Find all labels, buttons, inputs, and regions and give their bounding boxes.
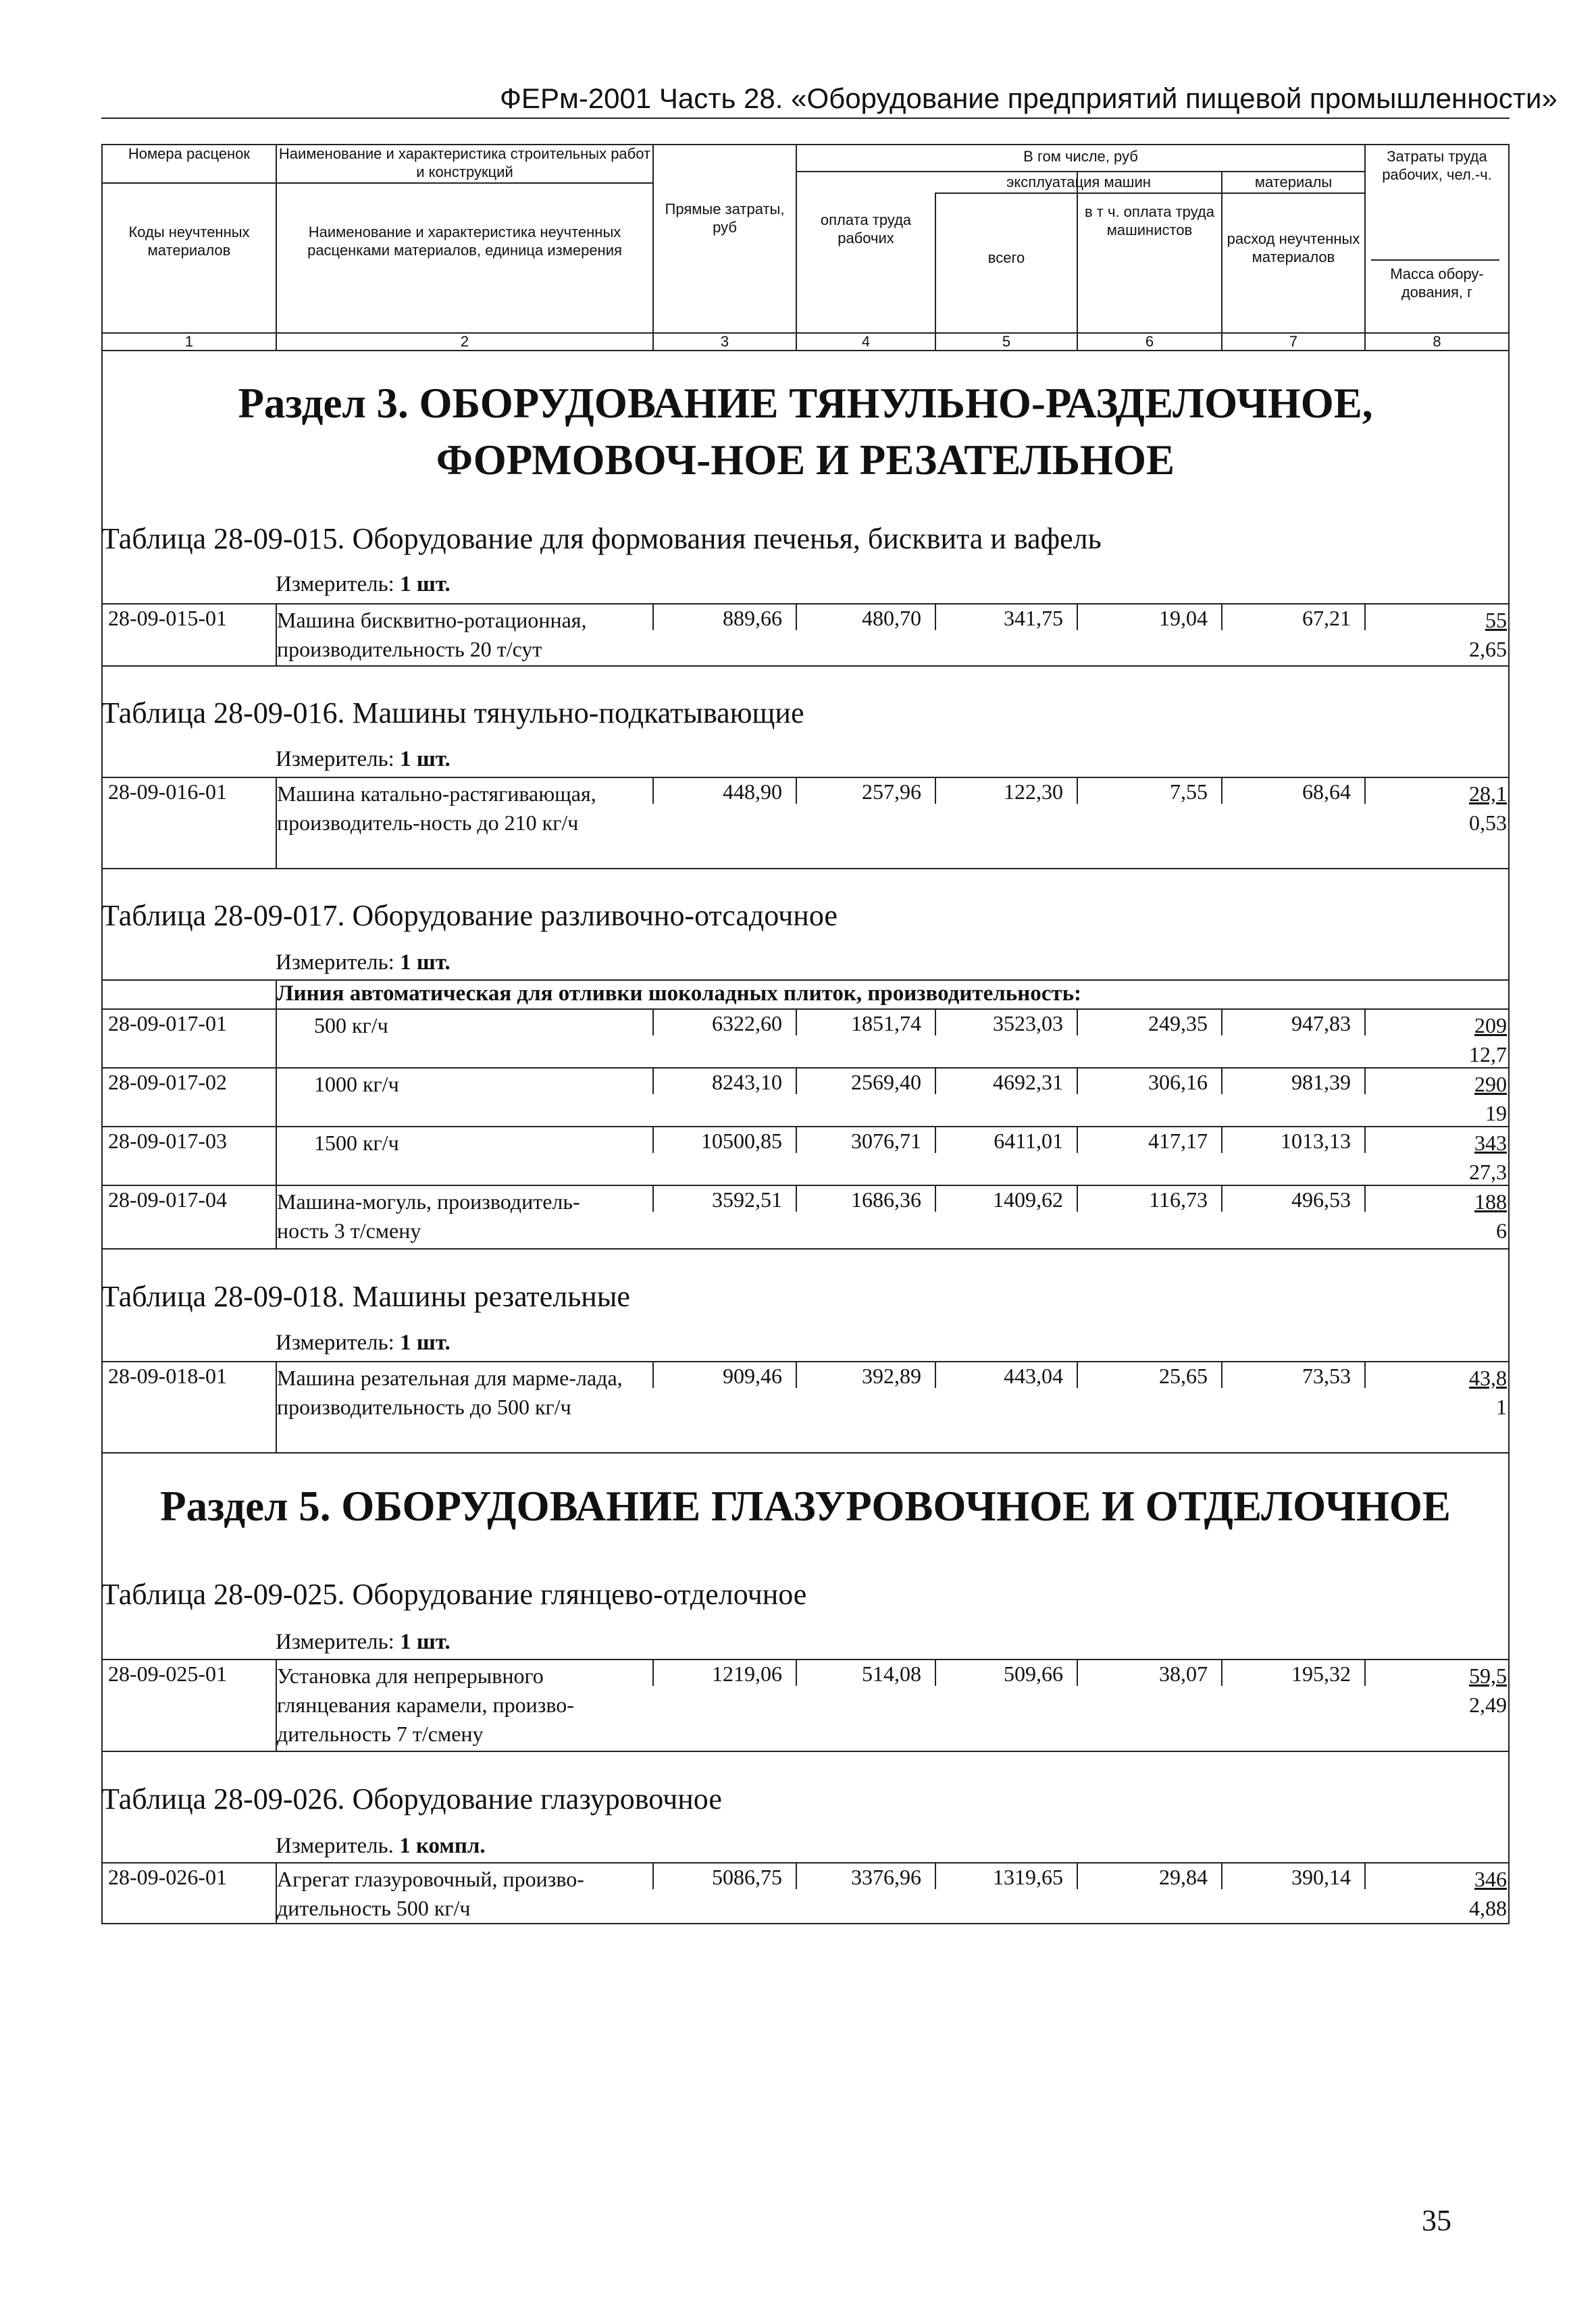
- row-vline: [652, 603, 654, 630]
- row-vline: [1221, 1008, 1222, 1035]
- header-rule: [101, 118, 1510, 119]
- machines-total: 509,66: [1004, 1662, 1063, 1686]
- machines-total: 4692,31: [993, 1070, 1063, 1094]
- meter-value: 1 шт.: [400, 1331, 451, 1355]
- machinist-pay: 116,73: [1149, 1187, 1208, 1212]
- meter-label: Измеритель:: [276, 1331, 394, 1355]
- labor-and-mass: [1469, 1662, 1507, 1720]
- table-015-title: Таблица 28-09-015. Оборудование для формования печенья, бисквита и вафель: [101, 522, 1102, 555]
- rate-name: 500 кг/ч: [314, 1013, 388, 1037]
- row-vline: [935, 1862, 936, 1889]
- materials-cost: 1013,13: [1281, 1129, 1351, 1153]
- row-rule: [101, 1862, 1510, 1863]
- row-vline: [1221, 603, 1222, 630]
- row-vline: [1077, 1126, 1078, 1153]
- section-3-heading: Раздел 3. ОБОРУДОВАНИЕ ТЯНУЛЬНО-РАЗДЕЛОЧНОЕ, ФОРМОВОЧ-НОЕ И РЕЗАТЕЛЬНОЕ: [238, 380, 1373, 484]
- row-vline: [935, 1659, 936, 1686]
- direct-costs: 1219,06: [712, 1662, 782, 1686]
- col-number-5: 5: [1002, 333, 1011, 350]
- materials-cost: 73,53: [1302, 1364, 1351, 1388]
- row-vline: [1221, 1659, 1222, 1686]
- direct-costs: 889,66: [723, 606, 782, 630]
- meter-label: Измеритель:: [276, 572, 394, 596]
- row-vline: [796, 1185, 797, 1212]
- rate-code: 28-09-017-02: [108, 1070, 227, 1094]
- row-vline: [1221, 1126, 1222, 1153]
- row-rule: [101, 1659, 1510, 1660]
- rate-code: 28-09-026-01: [108, 1865, 227, 1889]
- row-rule: [101, 603, 1510, 605]
- row-vline: [1077, 603, 1078, 630]
- materials-cost: 68,64: [1302, 779, 1351, 804]
- row-vline: [1364, 777, 1366, 804]
- meter-value: 1 шт.: [400, 950, 451, 975]
- row-vline: [1364, 1361, 1366, 1388]
- meter-label: Измеритель:: [276, 950, 394, 975]
- col-materials: материалы: [1254, 174, 1333, 190]
- rate-name: Машина резательная для марме-лада, производительность до 500 кг/ч: [277, 1366, 623, 1419]
- hdr-hline: [935, 192, 1364, 194]
- labor-and-mass: [1474, 1070, 1507, 1128]
- machines-total: 341,75: [1004, 606, 1063, 630]
- row-vline: [1077, 1185, 1078, 1212]
- col-number-4: 4: [861, 333, 871, 350]
- line-group-title: Линия автоматическая для отливки шоколадных плиток, производительность:: [277, 981, 1082, 1006]
- equipment-mass: 12,7: [1469, 1042, 1507, 1066]
- meter-label: Измеритель:: [276, 1630, 394, 1654]
- equipment-mass: 19: [1485, 1101, 1507, 1125]
- row-vline: [935, 1126, 936, 1153]
- row-vline: [1077, 1008, 1078, 1035]
- row-vline: [796, 777, 797, 804]
- row-vline: [1077, 1361, 1078, 1388]
- machinist-pay: 38,07: [1159, 1662, 1208, 1686]
- rate-code: 28-09-025-01: [108, 1662, 227, 1686]
- row-vline: [1221, 777, 1222, 804]
- table-026-meter: [276, 1834, 486, 1859]
- labor-hours: 209: [1474, 1013, 1507, 1037]
- materials-cost: 496,53: [1291, 1187, 1351, 1212]
- meter-value: 1 шт.: [400, 1630, 451, 1654]
- rate-name: 1000 кг/ч: [314, 1072, 399, 1096]
- running-header: ФЕРм-2001 Часть 28. «Оборудование предприятий пищевой промышленности»: [500, 82, 1558, 114]
- body-right-border: [1508, 350, 1510, 2084]
- rate-code: 28-09-017-03: [108, 1129, 227, 1153]
- labor-pay: 257,96: [862, 779, 921, 804]
- materials-cost: 390,14: [1291, 1865, 1351, 1889]
- labor-and-mass: [1469, 1865, 1507, 1923]
- labor-pay: 514,08: [862, 1662, 921, 1686]
- direct-costs: 6322,60: [712, 1011, 782, 1035]
- rate-code: 28-09-017-04: [108, 1187, 227, 1212]
- labor-pay: 1851,74: [851, 1011, 921, 1035]
- labor-hours: 28,1: [1469, 781, 1507, 806]
- row-vline: [1364, 1185, 1366, 1212]
- table-015-meter: [276, 572, 451, 597]
- materials-cost: 195,32: [1291, 1662, 1351, 1686]
- rate-name: Машина бисквитно-ротационная, производительность 20 т/сут: [277, 608, 587, 661]
- direct-costs: 10500,85: [701, 1129, 782, 1153]
- row-rule: [101, 777, 1510, 778]
- machinist-pay: 29,84: [1159, 1865, 1208, 1889]
- section-5-heading: Раздел 5. ОБОРУДОВАНИЕ ГЛАЗУРОВОЧНОЕ И ОТДЕЛОЧНОЕ: [160, 1483, 1451, 1530]
- col1-bottom: Коды неучтенных материалов: [128, 224, 250, 259]
- machinist-pay: 417,17: [1148, 1129, 1208, 1153]
- row-vline: [1364, 1126, 1366, 1153]
- col2-top: Наименование и характеристика строительных работ и конструкций: [278, 145, 651, 180]
- row-vline: [935, 603, 936, 630]
- row-vline: [935, 1008, 936, 1035]
- row-vline: [796, 1008, 797, 1035]
- rate-code: 28-09-015-01: [108, 606, 227, 630]
- equipment-mass: 6: [1496, 1218, 1507, 1243]
- labor-and-mass: [1469, 606, 1507, 664]
- row-vline: [652, 1361, 654, 1388]
- labor-and-mass: [1474, 1187, 1507, 1245]
- row-vline: [652, 1185, 654, 1212]
- row-rule: [101, 868, 1510, 869]
- row-rule: [101, 1185, 1510, 1186]
- row-vline: [1077, 1659, 1078, 1686]
- col3-direct-costs: Прямые затраты, руб: [665, 201, 785, 236]
- machines-total: 1319,65: [993, 1865, 1063, 1889]
- row-vline: [935, 777, 936, 804]
- row-rule: [101, 1008, 1510, 1010]
- page-number: 35: [1422, 2204, 1451, 2237]
- row-vline: [1364, 1862, 1366, 1889]
- rate-name: Агрегат глазуровочный, произво-дительность 500 кг/ч: [277, 1867, 584, 1920]
- direct-costs: 8243,10: [712, 1070, 782, 1094]
- labor-hours: 43,8: [1469, 1366, 1507, 1390]
- meter-value: 1 компл.: [399, 1834, 486, 1858]
- row-rule: [101, 1751, 1510, 1752]
- col-number-7: 7: [1289, 333, 1298, 350]
- table-018-meter: [276, 1331, 451, 1356]
- rate-code: 28-09-017-01: [108, 1011, 227, 1035]
- equipment-mass: 27,3: [1469, 1160, 1507, 1184]
- row-rule: [101, 1126, 1510, 1127]
- machinist-pay: 306,16: [1148, 1070, 1208, 1094]
- labor-pay: 480,70: [862, 606, 921, 630]
- labor-pay: 3076,71: [851, 1129, 921, 1153]
- labor-hours: 343: [1474, 1131, 1507, 1155]
- equipment-mass: 2,65: [1469, 637, 1507, 661]
- row-rule: [101, 1361, 1510, 1362]
- row-rule: [101, 1067, 1510, 1069]
- equipment-mass: 1: [1496, 1395, 1507, 1419]
- rate-name: 1500 кг/ч: [314, 1131, 399, 1155]
- row-vline: [796, 1659, 797, 1686]
- direct-costs: 3592,51: [712, 1187, 782, 1212]
- row-vline: [1221, 1361, 1222, 1388]
- direct-costs: 909,46: [723, 1364, 782, 1388]
- table-016-meter: [276, 747, 451, 772]
- row-vline: [1077, 1862, 1078, 1889]
- col7-materials-use: расход неучтенных материалов: [1227, 230, 1360, 265]
- rate-name: Машина катально-растягивающая, производитель-ность до 210 кг/ч: [277, 781, 596, 835]
- row-vline: [1221, 1067, 1222, 1094]
- row-vline: [935, 1067, 936, 1094]
- hdr-hline: [101, 182, 652, 184]
- meter-value: 1 шт.: [400, 572, 451, 596]
- col4-labor-pay: оплата труда рабочих: [820, 211, 912, 247]
- row-vline: [1221, 1862, 1222, 1889]
- rate-name: Машина-могуль, производитель-ность 3 т/смену: [277, 1189, 580, 1243]
- col-number-2: 2: [460, 333, 469, 350]
- col8-labor-hours: Затраты труда рабочих, чел.-ч.: [1382, 148, 1492, 183]
- row-vline: [1077, 1067, 1078, 1094]
- machines-total: 443,04: [1004, 1364, 1063, 1388]
- table-025-title: Таблица 28-09-025. Оборудование глянцево-отделочное: [101, 1578, 807, 1611]
- col2-bottom: Наименование и характеристика неучтенных расценками материалов, единица измерения: [307, 224, 622, 259]
- table-016-title: Таблица 28-09-016. Машины тянульно-подкатывающие: [101, 696, 804, 729]
- machines-total: 3523,03: [993, 1011, 1063, 1035]
- meter-label: Измеритель.: [276, 1834, 394, 1858]
- meter-value: 1 шт.: [400, 747, 451, 771]
- row-vline: [652, 1862, 654, 1889]
- labor-and-mass: [1469, 1129, 1507, 1187]
- table-026-title: Таблица 28-09-026. Оборудование глазуровочное: [101, 1782, 722, 1816]
- hdr-vline: [1077, 171, 1078, 350]
- hdr-vline: [652, 144, 654, 350]
- row-rule: [101, 979, 1510, 981]
- col-machines: эксплуатация машин: [1006, 174, 1151, 190]
- col-including: В гом числе, руб: [1023, 148, 1138, 165]
- rate-name: Установка для непрерывного глянцевания карамели, произво-дительность 7 т/смену: [277, 1664, 574, 1746]
- row-vline: [796, 1361, 797, 1388]
- labor-hours: 188: [1474, 1189, 1507, 1214]
- row-vline: [796, 1126, 797, 1153]
- row-vline: [935, 1361, 936, 1388]
- row-vline: [1364, 1067, 1366, 1094]
- col5-total: всего: [987, 249, 1025, 266]
- hdr-vline: [1508, 144, 1510, 350]
- table-017-meter: [276, 950, 451, 975]
- machines-total: 122,30: [1004, 779, 1063, 804]
- labor-pay: 3376,96: [851, 1865, 921, 1889]
- hdr-vline: [935, 192, 936, 350]
- labor-hours: 55: [1485, 608, 1507, 632]
- machinist-pay: 7,55: [1170, 779, 1208, 804]
- row-vline: [1364, 603, 1366, 630]
- body-left-border: [101, 350, 103, 2084]
- hdr-hline: [1371, 259, 1499, 261]
- rate-code: 28-09-016-01: [108, 779, 227, 804]
- labor-pay: 1686,36: [851, 1187, 921, 1212]
- col-number-6: 6: [1145, 333, 1154, 350]
- direct-costs: 5086,75: [712, 1865, 782, 1889]
- col-number-3: 3: [720, 333, 729, 350]
- equipment-mass: 4,88: [1469, 1896, 1507, 1920]
- machinist-pay: 249,35: [1148, 1011, 1208, 1035]
- row-vline: [1364, 1008, 1366, 1035]
- direct-costs: 448,90: [723, 779, 782, 804]
- labor-hours: 290: [1474, 1072, 1507, 1096]
- row-vline: [652, 1659, 654, 1686]
- table-018-title: Таблица 28-09-018. Машины резательные: [101, 1280, 630, 1313]
- materials-cost: 67,21: [1302, 606, 1351, 630]
- labor-and-mass: [1469, 779, 1507, 838]
- col1-top: Номера расценок: [128, 145, 251, 162]
- row-rule: [101, 1248, 1510, 1250]
- col-number-1: 1: [184, 333, 194, 350]
- equipment-mass: 2,49: [1469, 1693, 1507, 1717]
- machinist-pay: 25,65: [1159, 1364, 1208, 1388]
- col6-machinist-pay: в т ч. оплата труда машинистов: [1085, 203, 1214, 238]
- row-rule: [101, 1452, 1510, 1454]
- page-margin-mask: [100, 1924, 1512, 2100]
- equipment-mass: 0,53: [1469, 811, 1507, 835]
- table-017-title: Таблица 28-09-017. Оборудование разливочно-отсадочное: [101, 899, 838, 932]
- machinist-pay: 19,04: [1159, 606, 1208, 630]
- row-vline: [796, 1067, 797, 1094]
- materials-cost: 947,83: [1291, 1011, 1351, 1035]
- labor-and-mass: [1469, 1011, 1507, 1069]
- row-vline: [796, 603, 797, 630]
- row-rule: [101, 665, 1510, 667]
- row-vline: [1364, 1659, 1366, 1686]
- meter-label: Измеритель:: [276, 747, 394, 771]
- labor-pay: 392,89: [862, 1364, 921, 1388]
- col8-mass: Масса обору-дования, г: [1390, 265, 1484, 301]
- rate-code: 28-09-018-01: [108, 1364, 227, 1388]
- row-vline: [1221, 1185, 1222, 1212]
- row-vline: [935, 1185, 936, 1212]
- row-vline: [652, 777, 654, 804]
- table-025-meter: [276, 1630, 451, 1655]
- materials-cost: 981,39: [1291, 1070, 1351, 1094]
- row-vline: [796, 1862, 797, 1889]
- col-number-8: 8: [1433, 333, 1441, 350]
- hdr-hline: [796, 171, 1364, 172]
- labor-hours: 59,5: [1469, 1664, 1507, 1688]
- row-vline: [1077, 777, 1078, 804]
- labor-and-mass: [1469, 1364, 1507, 1422]
- labor-hours: 346: [1474, 1867, 1507, 1891]
- machines-total: 1409,62: [993, 1187, 1063, 1212]
- labor-pay: 2569,40: [851, 1070, 921, 1094]
- machines-total: 6411,01: [994, 1129, 1063, 1153]
